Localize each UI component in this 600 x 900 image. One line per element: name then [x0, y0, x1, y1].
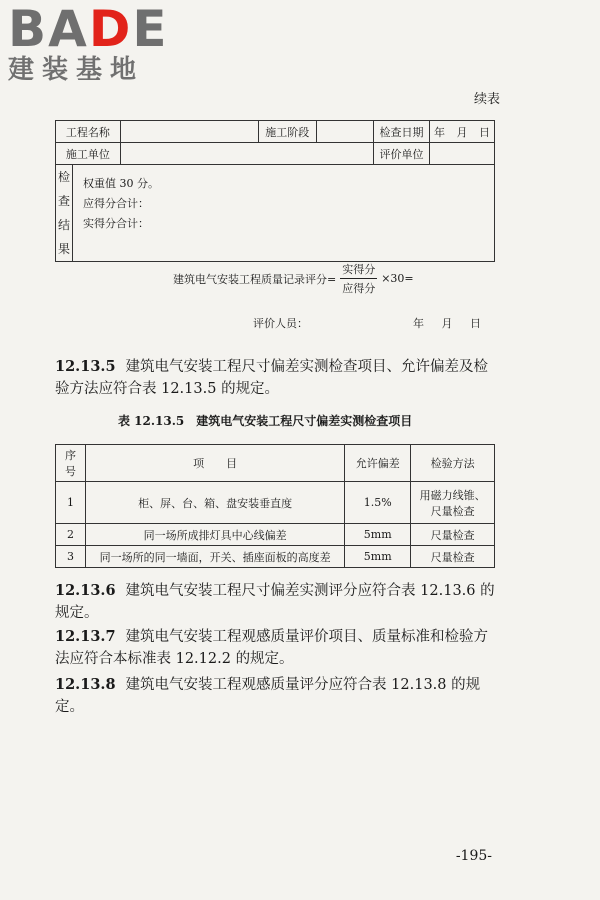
due-score-line: 应得分合计：: [82, 197, 149, 210]
row-no: 3: [56, 546, 86, 568]
evaluation-unit-label: 评价单位: [374, 143, 430, 165]
construction-unit-value: [120, 143, 373, 165]
construction-stage-value: [316, 121, 373, 143]
logo-subtitle: 建装基地: [8, 55, 145, 85]
inspection-date-value: 年 月 日: [429, 121, 494, 143]
row-method-line: 尺量检查: [430, 504, 475, 518]
table-row: [56, 524, 495, 546]
clause-12-13-7: [55, 626, 500, 670]
row-item: 同一场所成排灯具中心线偏差: [85, 524, 344, 546]
row-tolerance: 1.5%: [345, 482, 411, 524]
continued-label: 续表: [473, 92, 500, 107]
formula-denominator: 应得分: [342, 282, 376, 295]
evaluator-date: 年 月 日: [412, 317, 481, 330]
logo-wordmark: BADE: [8, 0, 169, 58]
table-header-row: [56, 445, 495, 482]
project-name-label: 工程名称: [56, 121, 121, 143]
actual-score-line: 实得分合计：: [82, 217, 149, 230]
table-caption-title: 建筑电气安装工程尺寸偏差实测检查项目: [196, 414, 413, 428]
formula-numerator: 实得分: [340, 261, 377, 279]
weight-line: 权重值 30 分。: [82, 177, 159, 190]
evaluation-table: [55, 120, 495, 330]
row-method: [411, 482, 495, 524]
row-item: 同一场所的同一墙面，开关、插座面板的高度差: [85, 546, 344, 568]
clause-text: 建筑电气安装工程观感质量评价项目、质量标准和检验方法应符合本标准表 12.12.2 的规定。: [55, 629, 489, 667]
clause-number: 12.13.6: [55, 582, 116, 599]
result-label: [56, 165, 73, 262]
clause-number: 12.13.5: [55, 358, 116, 375]
logo: [8, 0, 169, 86]
table-row: [56, 546, 495, 568]
score-formula: [173, 261, 414, 296]
clause-12-13-8: [55, 674, 500, 718]
result-label-text: 检查结果: [57, 170, 70, 256]
project-name-value: [120, 121, 258, 143]
table-caption: [118, 412, 412, 429]
clause-text: 建筑电气安装工程观感质量评分应符合表 12.13.8 的规定。: [55, 677, 481, 715]
clause-12-13-6: [55, 580, 500, 624]
clause-text: 建筑电气安装工程尺寸偏差实测检查项目、允许偏差及检验方法应符合表 12.13.5 的规定。: [55, 359, 489, 397]
evaluator-label: 评价人员：: [252, 317, 308, 330]
formula-prefix: 建筑电气安装工程质量记录评分=: [172, 272, 337, 286]
header-item: 项 目: [85, 445, 344, 482]
row-tolerance: 5mm: [345, 546, 411, 568]
deviation-table: [55, 444, 495, 568]
row-method: 尺量检查: [411, 524, 495, 546]
header-method: 检验方法: [411, 445, 495, 482]
formula-suffix: ×30=: [381, 272, 414, 285]
row-no: 2: [56, 524, 86, 546]
page-number: -195-: [455, 848, 492, 864]
clause-number: 12.13.7: [55, 628, 116, 645]
header-tolerance: 允许偏差: [345, 445, 411, 482]
row-method: 尺量检查: [411, 546, 495, 568]
header-no: 序号: [56, 445, 86, 482]
evaluation-unit-value: [429, 143, 494, 165]
row-no: 1: [56, 482, 86, 524]
result-body: [72, 165, 494, 330]
row-method-line: 用磁力线锥、: [419, 488, 486, 502]
table-row: [56, 482, 495, 524]
formula-fraction: [340, 261, 377, 296]
clause-text: 建筑电气安装工程尺寸偏差实测评分应符合表 12.13.6 的规定。: [55, 583, 495, 621]
construction-unit-label: 施工单位: [56, 143, 121, 165]
table-caption-number: 表 12.13.5: [118, 414, 185, 428]
row-item: 柜、屏、台、箱、盘安装垂直度: [85, 482, 344, 524]
clause-number: 12.13.8: [55, 676, 116, 693]
clause-12-13-5: [55, 356, 500, 400]
inspection-date-label: 检查日期: [374, 121, 430, 143]
row-tolerance: 5mm: [345, 524, 411, 546]
construction-stage-label: 施工阶段: [258, 121, 316, 143]
